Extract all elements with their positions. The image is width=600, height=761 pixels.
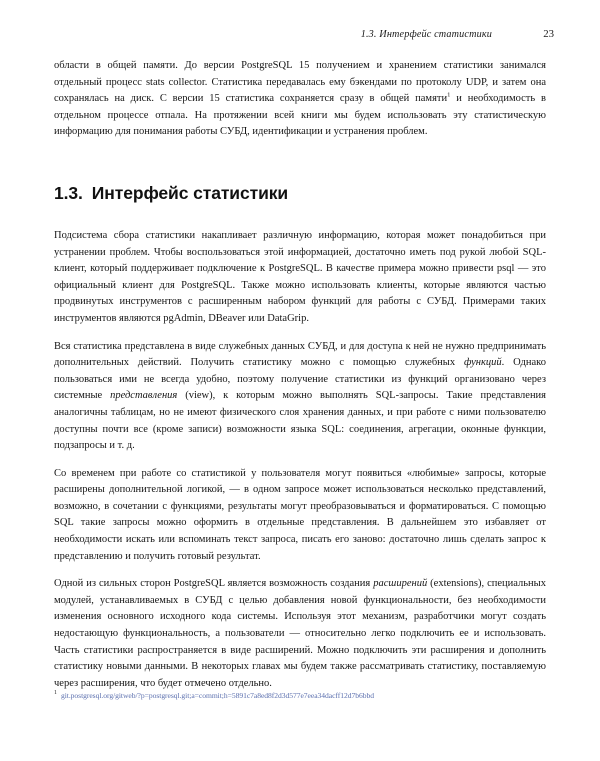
footnote-area: [54, 690, 546, 701]
text-run: Вся статистика представлена в виде служебных данных СУБД, и для доступа к ней не нужно предпринимать дополнительных действий. Получить статистику можно с помощью служебных: [54, 340, 546, 369]
p-favorite-queries: [54, 466, 546, 566]
text-run: Одной из сильных сторон PostgreSQL является возможность создания: [54, 578, 374, 590]
section-heading: [54, 183, 546, 204]
text-run: (view), к которым можно выполнять SQL-запросы. Такие представления аналогичны таблицам, но не имеют физического слоя хранения данных, и при работе с ними пользователю доступны почти все (кроме записи) возможности языка SQL: соединения, агрегации, оконные функции, подзапросы и т. д.: [54, 390, 547, 452]
emphasis-term: представления: [110, 390, 178, 402]
p-views: [54, 339, 546, 455]
p-clients: [54, 228, 546, 328]
emphasis-term: функций: [463, 357, 502, 369]
page-content: [54, 58, 546, 692]
text-run: . Однако пользоваться ими не всегда удобно, поэтому получение статистики из функций организовано через системные: [54, 357, 546, 402]
p-extensions: [54, 576, 546, 692]
text-run: (extensions), специальных модулей, устанавливаемых в СУБД с целью добавления новой функциональности, без необходимости изменения основного исходного кода системы. Используя этот механизм, разработчики могут создать недостающую функциональность, а пользователи — относительно легко подключить ее и использовать. Часть статистики распространяется в виде расширений. Можно подключить эти расширения и дополнить статистику новыми данными. В некоторых главах мы будем также рассматривать статистику, поставляемую через расширения, что будет отмечено отдельно.: [54, 578, 546, 689]
footnote-1: [54, 690, 546, 701]
paragraph-continued: [54, 58, 546, 141]
footnote-marker: 1: [54, 690, 57, 697]
footnote-link[interactable]: git.postgresql.org/gitweb/?p=postgresql.git;a=commit;h=5891c7a8ed8f2d3d577e7eea34dacff12d7b6bbd: [60, 691, 374, 700]
section-heading-title: Интерфейс статистики: [91, 182, 289, 203]
page-number: 23: [543, 28, 554, 40]
footnote-reference-1[interactable]: 1: [447, 91, 451, 99]
paragraph-continued-text-before-note: области в общей памяти. До версии PostgreSQL 15 получением и хранением статистики занимался отдельный процесс stats collector. Статистика передавалась ему бэкендами по протоколу UDP, и затем она сохранялась на диск. С версии 15 статистика сохраняется сразу в общей памяти: [54, 60, 546, 105]
section-heading-block: [54, 183, 546, 204]
text-run: Подсистема сбора статистики накапливает различную информацию, которая может понадобиться при устранении проблем. Чтобы воспользоваться этой информацией, достаточно иметь под рукой любой SQL-клиент, который поддерживает подключение к PostgreSQL. В качестве примера можно привести psql — это официальный клиент для PostgreSQL. Также можно использовать клиенты, которые являются частью продвинутых инструментов с расширенным набором функций для работы с СУБД. Примерами таких инструментов являются pgAdmin, DBeaver или DataGrip.: [54, 229, 546, 324]
emphasis-term: расширений: [373, 578, 428, 590]
running-head: [54, 28, 554, 44]
running-head-title: 1.3. Интерфейс статистики: [360, 29, 492, 40]
body-paragraphs: [54, 228, 546, 692]
text-run: Со временем при работе со статистикой у пользователя могут появиться «любимые» запросы, которые расширены дополнительной логикой, — в одном запросе может использоваться несколько представлений, возможно, в сочетании с функциями, результаты могут преобразовываться и форматироваться. С помощью SQL такие запросы можно оформить в отдельные представления. В дальнейшем это избавляет от необходимости искать или вспоминать текст запроса, писать его заново: достаточно лишь сделать запрос к представлению и получить готовый результат.: [54, 467, 546, 562]
paragraph-continued-text-after-note: и необходимость в отдельном процессе отпала. На протяжении всей книги мы будем использовать эту статистическую информацию для понимания работы СУБД, идентификации и устранения проблем.: [54, 93, 546, 138]
section-heading-number: 1.3.: [54, 182, 83, 203]
